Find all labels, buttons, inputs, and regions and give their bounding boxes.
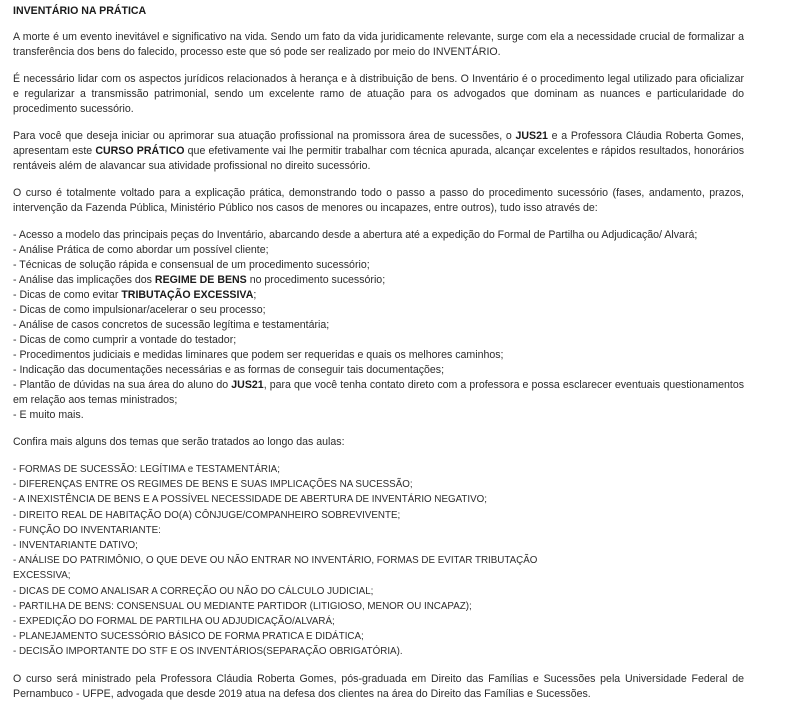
topic-item: EXCESSIVA;: [13, 570, 71, 582]
document: [13, 4, 744, 714]
topic-item: - DECISÃO IMPORTANTE DO STF E OS INVENTÁRIOS(SEPARAÇÃO OBRIGATÓRIA).: [13, 646, 403, 658]
list-item: - Dicas de como impulsionar/acelerar o seu processo;: [13, 304, 266, 316]
list-item: - Dicas de como evitar TRIBUTAÇÃO EXCESSIVA;: [13, 289, 257, 301]
benefits-list: [13, 228, 744, 423]
topic-item: - ANÁLISE DO PATRIMÔNIO, O QUE DEVE OU NÃO ENTRAR NO INVENTÁRIO, FORMAS DE EVITAR TRIBUTAÇÃO: [13, 555, 538, 567]
list-item: - Análise de casos concretos de sucessão legítima e testamentária;: [13, 319, 330, 331]
list-item: - E muito mais.: [13, 409, 84, 421]
page-title: INVENTÁRIO NA PRÁTICA: [13, 5, 147, 17]
paragraph-course-presentation: Para você que deseja iniciar ou aprimorar sua atuação profissional na promissora área de sucessões, o JUS21 e a Professora Cláudia Roberta Gomes, apresentam este CURSO PRÁTICO que efetivamente vai lhe permitir trabalhar com técnica apurada, alcançar excelentes e rápidos resultados, honorários rentáveis além de alavancar sua atividade profissional no direito sucessório.: [13, 130, 745, 172]
topic-item: - DICAS DE COMO ANALISAR A CORREÇÃO OU NÃO DO CÁLCULO JUDICIAL;: [13, 585, 374, 597]
topics-list: [13, 462, 744, 660]
topic-item: - DIREITO REAL DE HABITAÇÃO DO(A) CÔNJUGE/COMPANHEIRO SOBREVIVENTE;: [13, 509, 401, 521]
list-item: - Acesso a modelo das principais peças do Inventário, abarcando desde a abertura até a expedição do Formal de Partilha ou Adjudicação/ Alvará;: [13, 229, 698, 241]
brand-name: JUS21: [515, 130, 548, 142]
topic-item: - FUNÇÃO DO INVENTARIANTE:: [13, 524, 161, 536]
topic-item: - PARTILHA DE BENS: CONSENSUAL OU MEDIANTE PARTIDOR (LITIGIOSO, MENOR OU INCAPAZ);: [13, 600, 472, 612]
topic-item: - INVENTARIANTE DATIVO;: [13, 540, 138, 552]
paragraph-topics-intro: Confira mais alguns dos temas que serão tratados ao longo das aulas:: [13, 436, 345, 448]
paragraph-course-focus: O curso é totalmente voltado para a explicação prática, demonstrando todo o passo a passo do procedimento sucessório (fases, andamento, prazos, intervenção da Fazenda Pública, Ministério Público nos casos de menores ou incapazes, entre outros), tudo isso através de:: [13, 187, 744, 214]
list-item: - Análise das implicações dos REGIME DE BENS no procedimento sucessório;: [13, 274, 386, 286]
list-item: - Indicação das documentações necessárias e as formas de conseguir tais documentações;: [13, 364, 445, 376]
course-label: CURSO PRÁTICO: [95, 145, 185, 157]
topic-item: - PLANEJAMENTO SUCESSÓRIO BÁSICO DE FORMA PRATICA E DIDÁTICA;: [13, 631, 364, 643]
paragraph-professor: O curso será ministrado pela Professora Cláudia Roberta Gomes, pós-graduada em Direito das Famílias e Sucessões pela Universidade Federal de Pernambuco - UFPE, advogada que desde 2019 atua na defesa dos clientes na área do Direito das Famílias e Sucessões.: [13, 672, 744, 700]
list-item: - Plantão de dúvidas na sua área do aluno do JUS21, para que você tenha contato direto com a professora e possa esclarecer eventuais questionamentos em relação aos temas ministrados;: [13, 379, 745, 406]
list-item: - Análise Prática de como abordar um possível cliente;: [13, 244, 269, 256]
paragraph-intro: A morte é um evento inevitável e significativo na vida. Sendo um fato da vida juridicamente relevante, surge com ela a necessidade crucial de formalizar a transferência dos bens do falecido, processo este que só pode ser realizado por meio do INVENTÁRIO.: [13, 31, 744, 58]
list-item: - Dicas de como cumprir a vontade do testador;: [13, 334, 237, 346]
topic-item: - DIFERENÇAS ENTRE OS REGIMES DE BENS E SUAS IMPLICAÇÕES NA SUCESSÃO;: [13, 479, 413, 491]
topic-item: - A INEXISTÊNCIA DE BENS E A POSSÍVEL NECESSIDADE DE ABERTURA DE INVENTÁRIO NEGATIVO;: [13, 494, 488, 506]
paragraph-inventory: É necessário lidar com os aspectos jurídicos relacionados à herança e à distribuição de bens. O Inventário é o procedimento legal utilizado para oficializar e regularizar a transmissão patrimonial, sendo um excelente ramo de atuação para os advogados que dominam as nuances e particularidade do procedimento sucessório.: [13, 73, 744, 115]
topic-item: - EXPEDIÇÃO DO FORMAL DE PARTILHA OU ADJUDICAÇÃO/ALVARÁ;: [13, 616, 335, 628]
list-item: - Técnicas de solução rápida e consensual de um procedimento sucessório;: [13, 259, 370, 271]
list-item: - Procedimentos judiciais e medidas liminares que podem ser requeridas e quais os melhores caminhos;: [13, 349, 504, 361]
topic-item: - FORMAS DE SUCESSÃO: LEGÍTIMA e TESTAMENTÁRIA;: [13, 464, 280, 475]
